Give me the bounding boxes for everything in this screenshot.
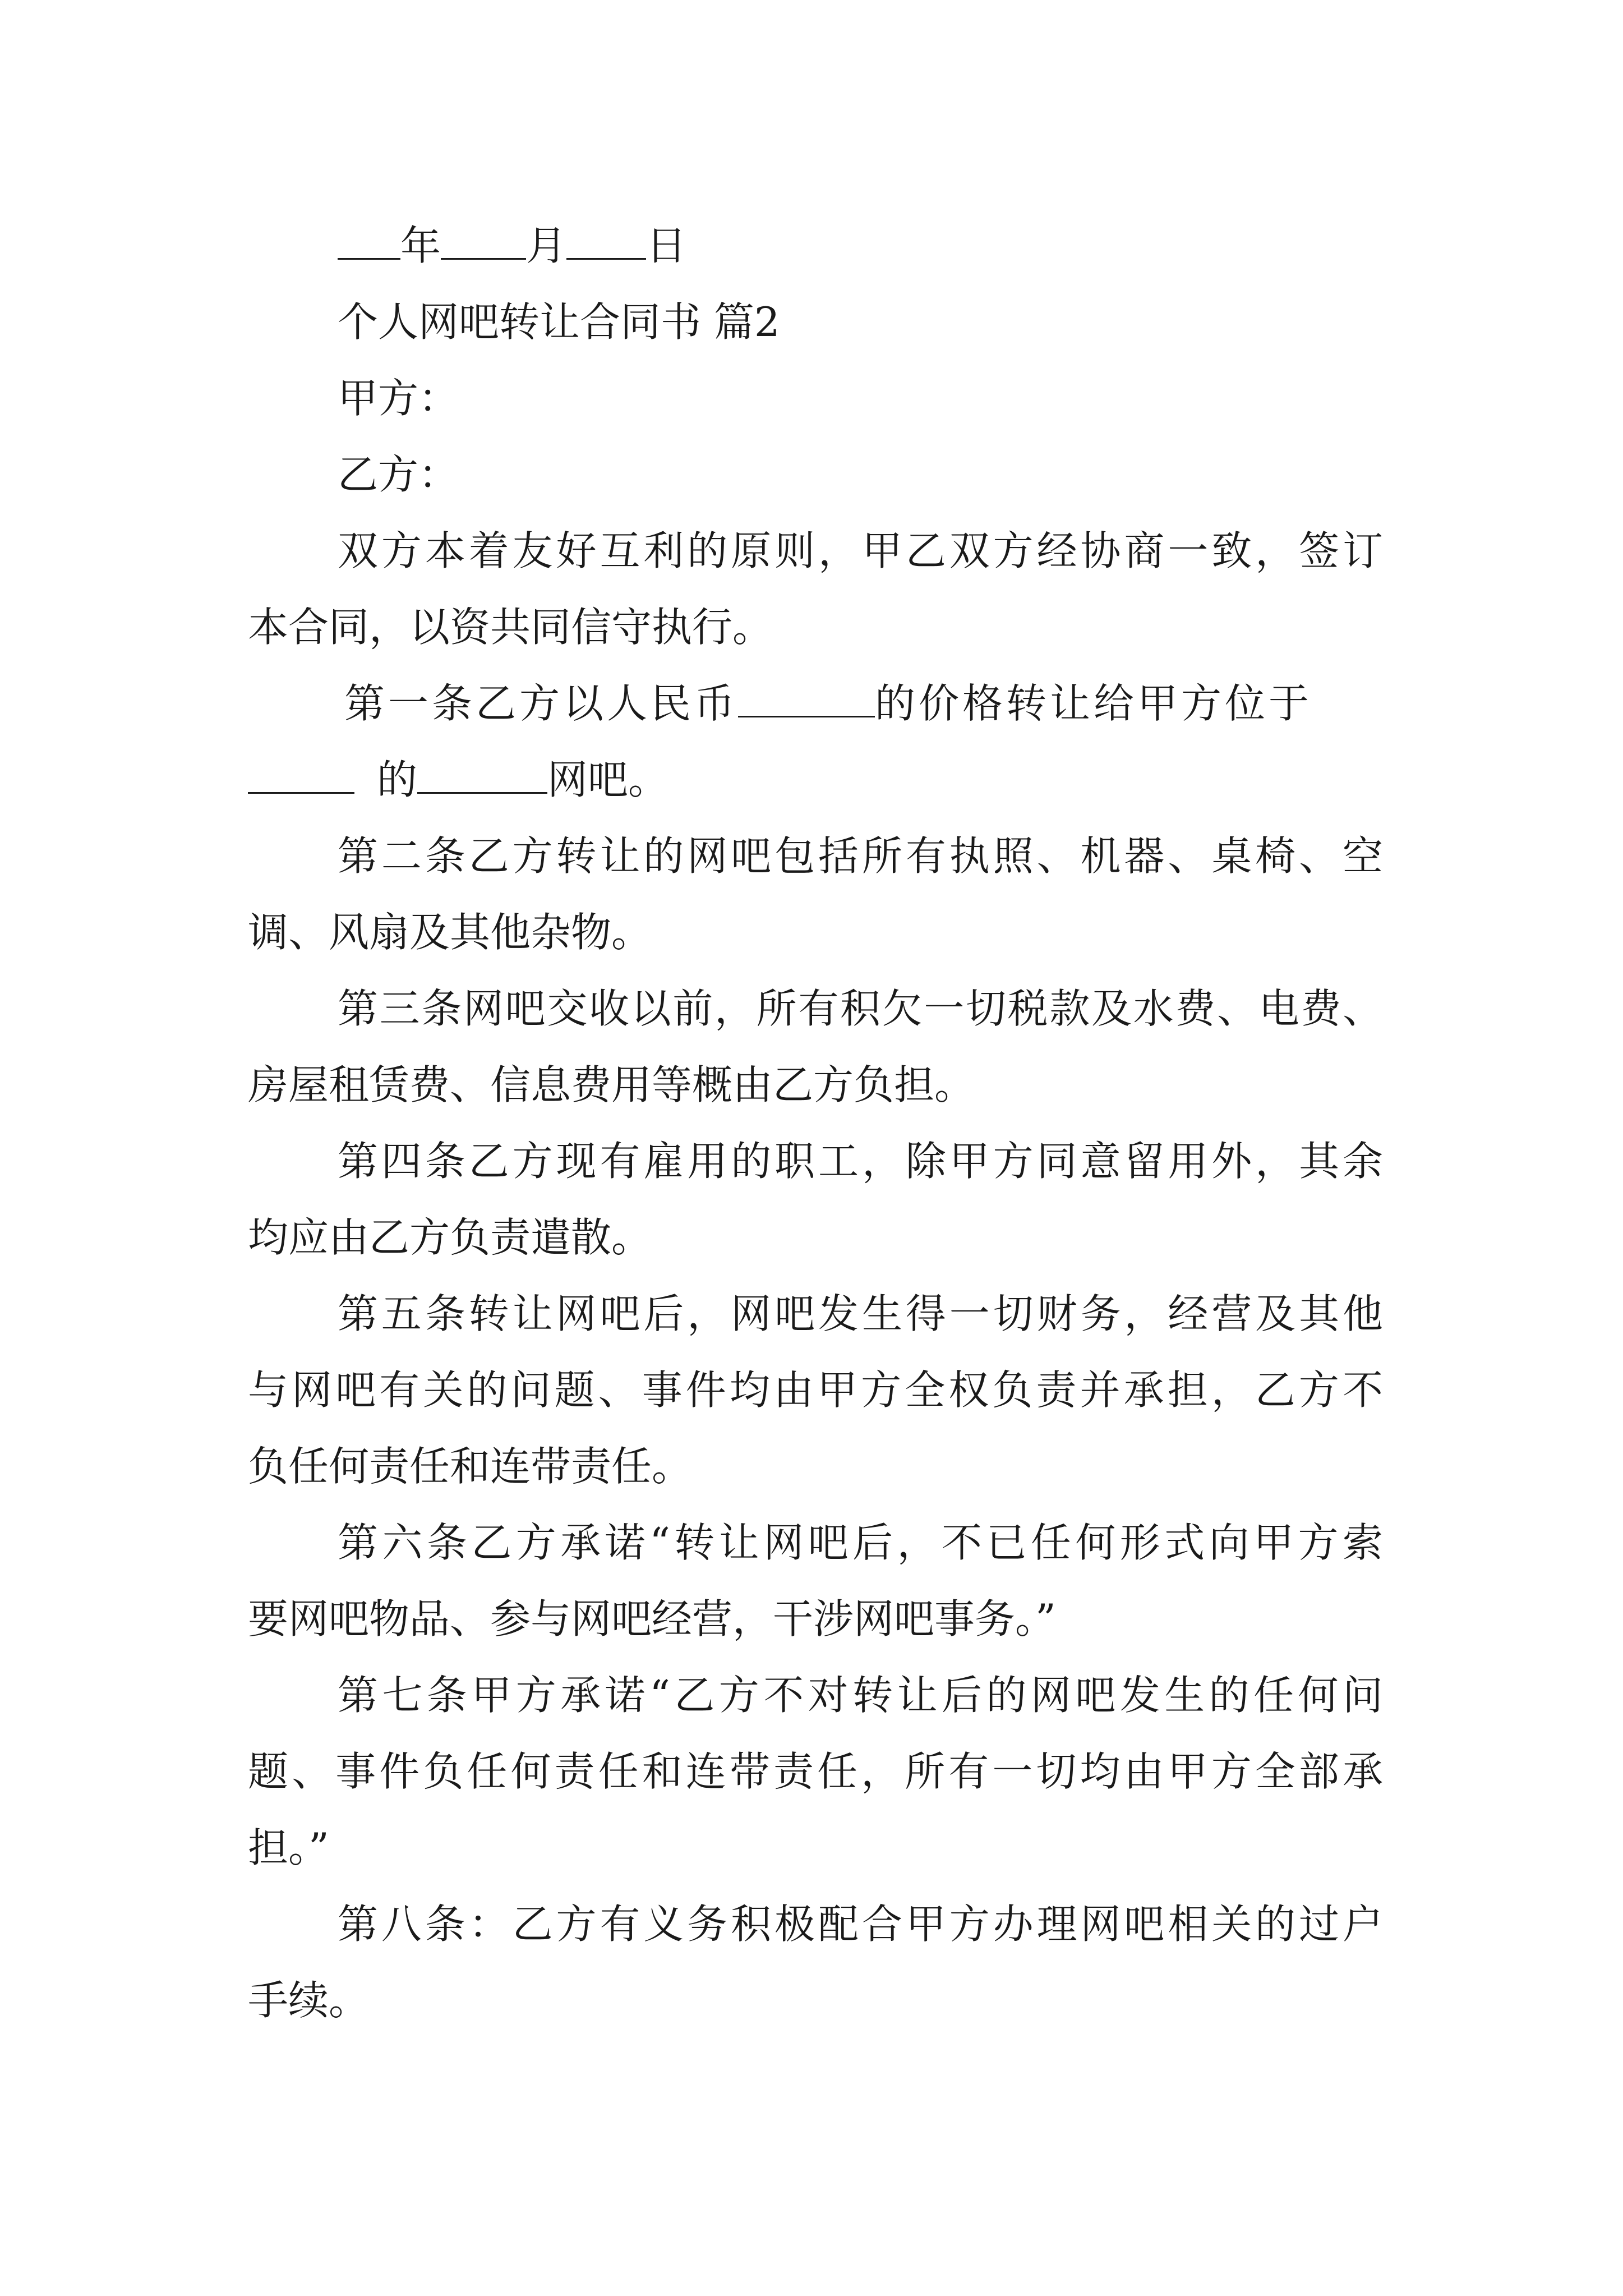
article-3-line-2: 房屋租赁费、信息费用等概由乙方负担。 — [248, 1061, 975, 1108]
article-2-line-1: 第二条乙方转让的网吧包括所有执照、机器、桌椅、空 — [338, 832, 1383, 880]
article-5-line-3: 负任何责任和连带责任。 — [248, 1443, 693, 1490]
article-1-text-c: 的 — [377, 756, 418, 803]
article-7-line-3: 担。” — [248, 1824, 329, 1871]
article-1-line-1 — [248, 665, 1383, 742]
article-1-text-a: 第一条乙方以人民币 — [344, 680, 739, 727]
article-7-line-2: 题、事件负任何责任和连带责任，所有一切均由甲方全部承 — [248, 1748, 1383, 1795]
year-label: 年 — [400, 222, 441, 269]
article-5-line-1: 第五条转让网吧后，网吧发生得一切财务，经营及其他 — [338, 1290, 1383, 1337]
location-blank — [248, 758, 354, 794]
month-label: 月 — [526, 222, 567, 269]
article-2-line-2: 调、风扇及其他杂物。 — [248, 909, 652, 956]
article-4-line-1: 第四条乙方现有雇用的职工，除甲方同意留用外，其余 — [338, 1138, 1383, 1185]
article-7-line-1: 第七条甲方承诺“乙方不对转让后的网吧发生的任何问 — [338, 1672, 1383, 1719]
article-4-line-2: 均应由乙方负责遣散。 — [248, 1214, 652, 1261]
article-1-line-2 — [248, 742, 1383, 818]
month-blank — [441, 224, 526, 260]
article-8-line-1: 第八条：乙方有义务积极配合甲方办理网吧相关的过户 — [338, 1901, 1383, 1948]
article-6-line-1: 第六条乙方承诺“转让网吧后，不已任何形式向甲方索 — [338, 1519, 1383, 1566]
intro-line-2: 本合同，以资共同信守执行。 — [248, 604, 773, 651]
article-8-line-2: 手续。 — [248, 1977, 370, 2024]
intro-line-1: 双方本着友好互利的原则，甲乙双方经协商一致，签订 — [338, 527, 1383, 574]
day-label: 日 — [646, 222, 687, 269]
price-blank — [738, 682, 875, 717]
party-a-label: 甲方： — [338, 375, 459, 422]
year-blank — [338, 224, 400, 260]
contract-text — [248, 208, 1383, 2039]
netcafe-name-blank — [417, 758, 547, 794]
article-1-text-d: 网吧。 — [547, 756, 669, 803]
party-b-label: 乙方： — [338, 451, 459, 498]
article-6-line-2: 要网吧物品、参与网吧经营，干涉网吧事务。” — [248, 1595, 1056, 1642]
contract-heading: 个人网吧转让合同书 篇2 — [338, 298, 780, 346]
article-3-line-1: 第三条网吧交收以前，所有积欠一切税款及水费、电费、 — [338, 985, 1383, 1032]
article-5-line-2: 与网吧有关的问题、事件均由甲方全权负责并承担，乙方不 — [248, 1366, 1383, 1414]
article-1-text-b: 的价格转让给甲方位于 — [875, 680, 1313, 727]
day-blank — [566, 224, 646, 260]
date-line — [248, 208, 1383, 284]
